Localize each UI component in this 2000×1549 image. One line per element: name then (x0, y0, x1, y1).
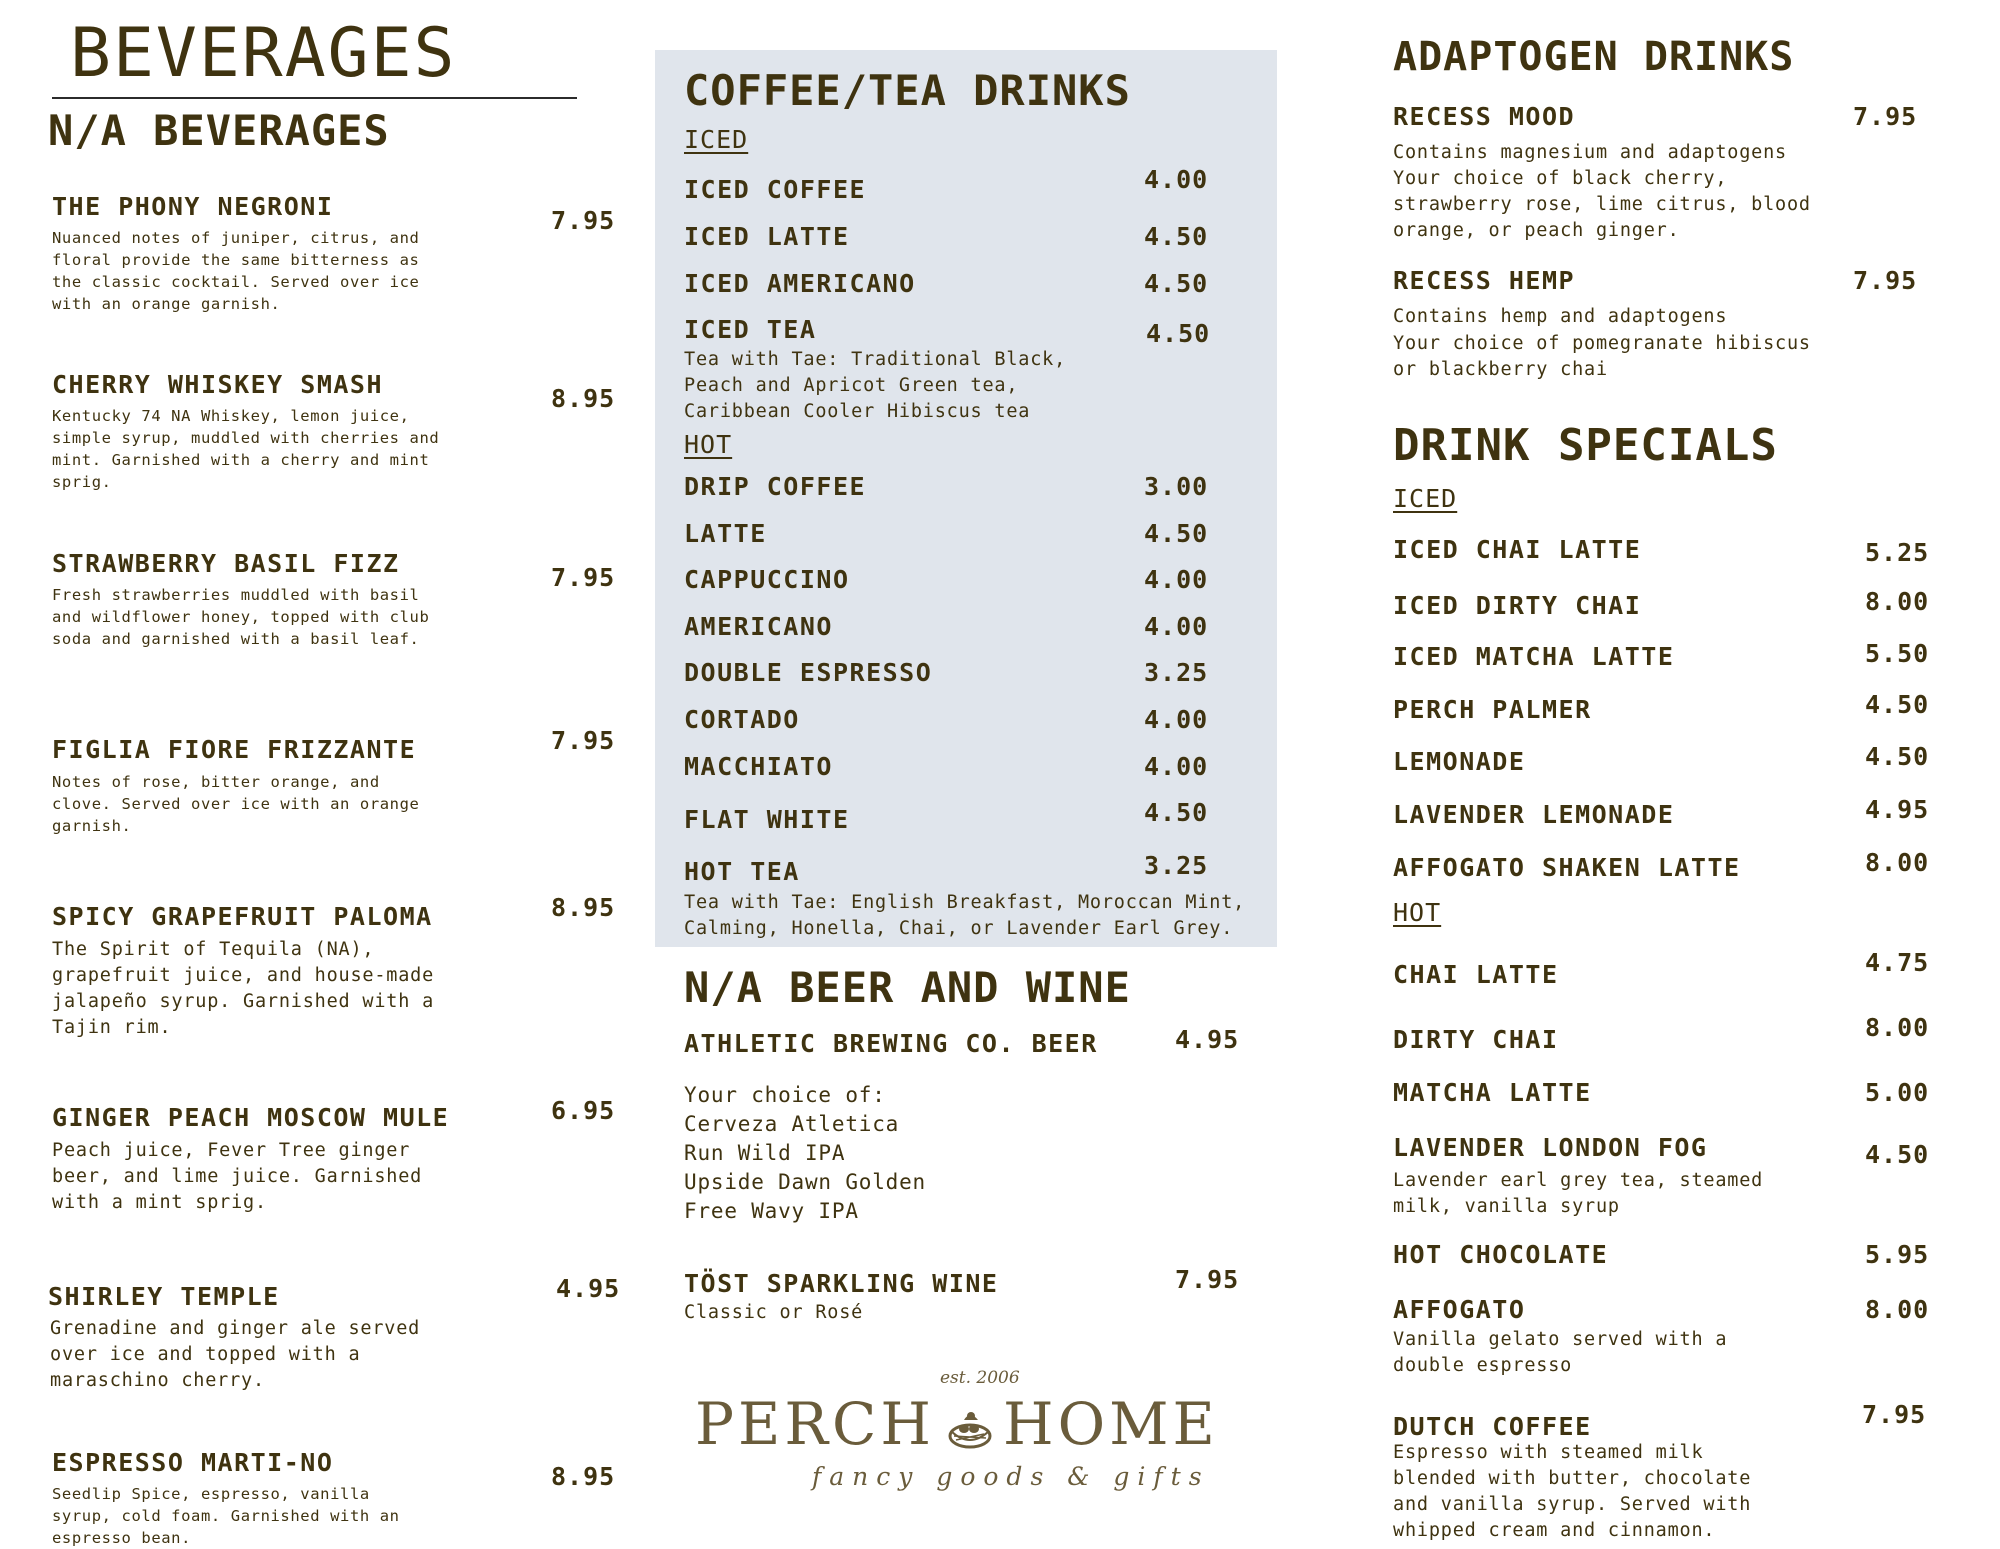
menu-item-price: 7.95 (551, 726, 616, 755)
menu-item-name: SHIRLEY TEMPLE (48, 1282, 280, 1311)
menu-item-price: 4.95 (1865, 795, 1930, 824)
menu-item-price: 7.95 (551, 206, 616, 235)
menu-item-name: ICED MATCHA LATTE (1393, 642, 1675, 671)
menu-item-price: 7.95 (1175, 1265, 1240, 1294)
menu-item-price: 4.50 (1144, 269, 1209, 298)
menu-item-name: HOT CHOCOLATE (1393, 1240, 1609, 1269)
menu-item-price: 4.50 (1144, 222, 1209, 251)
menu-item-note: Contains hemp and adaptogens (1393, 306, 1728, 327)
menu-item-name: RECESS HEMP (1393, 266, 1576, 295)
menu-item-description: Nuanced notes of juniper, citrus, and floral provide the same bitterness as the classic cocktail. Served over ice with an orange garnish. (52, 229, 420, 313)
beer-option: Run Wild IPA (684, 1141, 846, 1165)
coffee-tea-heading: COFFEE/TEA DRINKS (684, 66, 1131, 115)
adaptogen-heading: ADAPTOGEN DRINKS (1393, 34, 1795, 80)
hot-subheading: HOT (684, 430, 733, 459)
menu-item-price: 8.00 (1865, 1295, 1930, 1324)
menu-item-description: The Spirit of Tequila (NA), grapefruit juice, and house-made jalapeño syrup. Garnished with a Tajin rim. (52, 939, 435, 1038)
menu-item-price: 7.95 (551, 563, 616, 592)
menu-item-price: 4.50 (1865, 1140, 1930, 1169)
menu-item-price: 6.95 (551, 1096, 616, 1125)
menu-item-description: Notes of rose, bitter orange, and clove. Served over ice with an orange garnish. (52, 773, 420, 835)
menu-item-description: Tea with Tae: English Breakfast, Moroccan Mint, Calming, Honella, Chai, or Lavender Earl Grey. (684, 892, 1246, 939)
menu-item-name: ICED DIRTY CHAI (1393, 591, 1642, 620)
menu-item-description: Lavender earl grey tea, steamed milk, vanilla syrup (1393, 1170, 1764, 1217)
menu-item-price: 4.95 (1175, 1025, 1240, 1054)
menu-item-price: 8.00 (1865, 1013, 1930, 1042)
menu-item-name: THE PHONY NEGRONI (52, 192, 334, 221)
menu-item-price: 3.25 (1144, 851, 1209, 880)
menu-item-description: Your choice of black cherry, strawberry rose, lime citrus, blood orange, or peach ginger. (1393, 168, 1811, 241)
page-title: BEVERAGES (70, 14, 457, 93)
menu-item-name: CAPPUCCINO (684, 565, 850, 594)
menu-item-description: Grenadine and ginger ale served over ice and topped with a maraschino cherry. (50, 1318, 421, 1391)
menu-item-name: TÖST SPARKLING WINE (684, 1269, 999, 1298)
menu-item-name: ESPRESSO MARTI-NO (52, 1448, 334, 1477)
menu-item-description: Peach juice, Fever Tree ginger beer, and lime juice. Garnished with a mint sprig. (52, 1140, 423, 1213)
logo-word-left: PERCH (695, 1390, 935, 1458)
menu-item-name: CORTADO (684, 705, 800, 734)
iced-subheading: ICED (684, 125, 749, 154)
menu-item-name: FIGLIA FIORE FRIZZANTE (52, 735, 417, 764)
menu-item-name: DRIP COFFEE (684, 472, 867, 501)
logo-word-right: HOME (1003, 1390, 1219, 1458)
menu-item-name: ICED LATTE (684, 222, 850, 251)
menu-item-price: 7.95 (1853, 266, 1918, 295)
menu-item-name: GINGER PEACH MOSCOW MULE (52, 1103, 450, 1132)
specials-hot-subheading: HOT (1393, 898, 1442, 927)
menu-item-price: 4.00 (1144, 165, 1209, 194)
menu-item-price: 4.50 (1144, 519, 1209, 548)
menu-item-price: 8.95 (551, 384, 616, 413)
beer-option: Upside Dawn Golden (684, 1170, 926, 1194)
menu-item-name: CHERRY WHISKEY SMASH (52, 370, 384, 399)
menu-item-price: 4.00 (1144, 565, 1209, 594)
menu-item-price: 4.95 (556, 1274, 621, 1303)
nest-icon (944, 1402, 996, 1458)
beer-option: Free Wavy IPA (684, 1199, 859, 1223)
menu-item-price: 8.00 (1865, 587, 1930, 616)
menu-item-price: 5.50 (1865, 639, 1930, 668)
menu-item-price: 4.50 (1146, 319, 1211, 348)
logo-tagline: fancy goods & gifts (812, 1462, 1210, 1491)
menu-item-price: 4.00 (1144, 612, 1209, 641)
title-underline (52, 97, 577, 99)
menu-item-name: MACCHIATO (684, 752, 833, 781)
menu-item-name: SPICY GRAPEFRUIT PALOMA (52, 902, 433, 931)
specials-iced-subheading: ICED (1393, 484, 1458, 513)
menu-item-description: Your choice of pomegranate hibiscus or blackberry chai (1393, 333, 1811, 380)
menu-item-price: 4.50 (1865, 690, 1930, 719)
menu-item-name: PERCH PALMER (1393, 695, 1592, 724)
menu-item-price: 5.95 (1865, 1240, 1930, 1269)
menu-item-name: ATHLETIC BREWING CO. BEER (684, 1029, 1098, 1058)
menu-item-intro: Your choice of: (684, 1083, 886, 1107)
menu-item-price: 8.95 (551, 1462, 616, 1491)
menu-item-price: 8.00 (1865, 848, 1930, 877)
menu-item-name: DOUBLE ESPRESSO (684, 658, 933, 687)
menu-item-name: STRAWBERRY BASIL FIZZ (52, 549, 400, 578)
menu-item-price: 4.50 (1144, 798, 1209, 827)
menu-item-description: Seedlip Spice, espresso, vanilla syrup, cold foam. Garnished with an espresso bean. (52, 1485, 400, 1547)
menu-item-name: ICED TEA (684, 315, 817, 344)
menu-item-price: 3.25 (1144, 658, 1209, 687)
menu-item-name: LAVENDER LONDON FOG (1393, 1133, 1708, 1162)
menu-item-description: Classic or Rosé (684, 1302, 864, 1323)
menu-item-price: 5.25 (1865, 538, 1930, 567)
menu-item-description: Tea with Tae: Traditional Black, Peach and Apricot Green tea, Caribbean Cooler Hibiscus tea (684, 349, 1067, 422)
menu-item-note: Contains magnesium and adaptogens (1393, 142, 1787, 163)
beer-wine-heading: N/A BEER AND WINE (684, 963, 1131, 1012)
menu-item-name: DIRTY CHAI (1393, 1025, 1559, 1054)
menu-item-name: MATCHA LATTE (1393, 1078, 1592, 1107)
specials-heading: DRINK SPECIALS (1393, 420, 1778, 471)
menu-item-name: LAVENDER LEMONADE (1393, 800, 1675, 829)
menu-item-name: FLAT WHITE (684, 805, 850, 834)
menu-item-name: HOT TEA (684, 857, 800, 886)
menu-item-price: 8.95 (551, 893, 616, 922)
menu-item-description: Fresh strawberries muddled with basil and wildflower honey, topped with club soda and garnished with a basil leaf. (52, 586, 430, 648)
menu-item-name: LEMONADE (1393, 747, 1526, 776)
menu-item-description: Espresso with steamed milk blended with butter, chocolate and vanilla syrup. Served with whipped cream and cinnamon. (1393, 1442, 1752, 1541)
beer-option: Cerveza Atletica (684, 1112, 900, 1136)
menu-item-name: AMERICANO (684, 612, 833, 641)
menu-item-name: ICED AMERICANO (684, 269, 916, 298)
menu-item-price: 7.95 (1862, 1400, 1927, 1429)
menu-item-name: AFFOGATO SHAKEN LATTE (1393, 853, 1741, 882)
menu-item-name: DUTCH COFFEE (1393, 1412, 1592, 1441)
menu-item-price: 4.00 (1144, 752, 1209, 781)
menu-item-description: Kentucky 74 NA Whiskey, lemon juice, simple syrup, muddled with cherries and mint. Garnished with a cherry and mint sprig. (52, 407, 440, 491)
menu-item-price: 4.00 (1144, 705, 1209, 734)
menu-item-price: 3.00 (1144, 472, 1209, 501)
na-beverages-heading: N/A BEVERAGES (48, 106, 390, 155)
menu-item-name: RECESS MOOD (1393, 102, 1576, 131)
menu-item-description: Vanilla gelato served with a double espresso (1393, 1329, 1728, 1376)
menu-item-name: LATTE (684, 519, 767, 548)
menu-item-name: AFFOGATO (1393, 1295, 1526, 1324)
menu-item-price: 4.75 (1865, 948, 1930, 977)
menu-item-price: 4.50 (1865, 742, 1930, 771)
menu-item-name: CHAI LATTE (1393, 960, 1559, 989)
menu-item-name: ICED CHAI LATTE (1393, 535, 1642, 564)
menu-item-price: 7.95 (1853, 102, 1918, 131)
menu-item-price: 5.00 (1865, 1078, 1930, 1107)
menu-item-name: ICED COFFEE (684, 175, 867, 204)
logo-est: est. 2006 (940, 1368, 1020, 1388)
